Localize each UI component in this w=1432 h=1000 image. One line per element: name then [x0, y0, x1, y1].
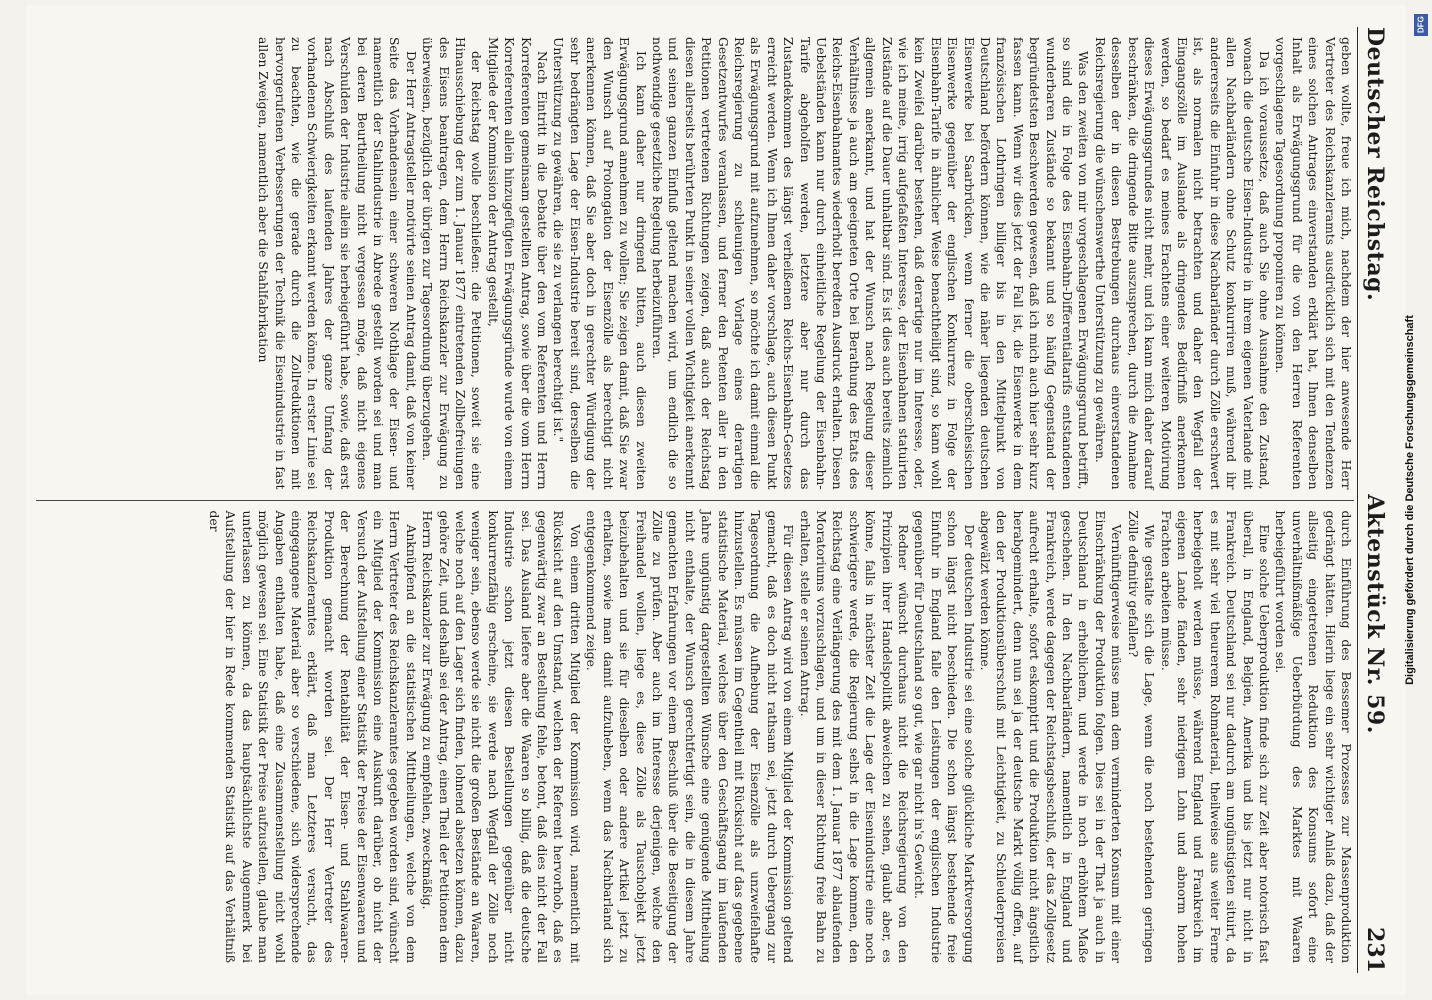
left-column — [36, 27, 1354, 500]
paragraph: der Reichstag wolle beschließen: die Petitionen, soweit sie eine Hinausschiebung der zum 1. Januar 1877 eintretenden Zollbefreiungen des Eisens beantragen, dem Herrn Reichskanzler zur Erwägung zu überweisen, bezüglich der übrigen zur Tagesordnung überzugehen. — [420, 37, 484, 490]
right-column — [36, 500, 1354, 974]
paragraph: Der Herr Antragsteller motivirte seinen Antrag damit, daß von keiner Seite das Vorhandensein einer schweren Nothlage der Eisen- und namentlich der Stahlindustrie in Abrede gestellt worden sei und man bei deren Beurtheilung nicht vergessen möge, daß nicht eigenes Verschulden der Industrie allein sie herbeigeführt habe, sowie, daß erst nach Abschluß des laufenden Jahres der ganze Umfang der vorhandenen Schwierigkeiten erkannt werden könne. In erster Linie sei zu beachten, wie die gerade durch die Zollreduktionen mit hervorgerufenen Verbesserungen der Technik die Eisenindustrie in fast allen Zweigen, namentlich aber die Stahlfabrikation — [256, 37, 418, 490]
paragraph: Der deutschen Industrie sei eine solche glückliche Marktversorgung schon längst nicht beschieden. Die schon längst bestehende freie Einfuhr in England falle den Leistungen der englischen Industrie gegenüber für Deutschland so gut, wie gar nicht in's Gewicht. — [912, 510, 976, 963]
paragraph: durch Einführung des Bessemer Prozesses zur Massenproduktion gedrängt hätten. Hierin liege ein sehr wichtiger Anlaß dazu, daß der allseitig eingetretenen Reduktion des Konsums sofort eine unverhältnißmäßige Ueberbürdung des Marktes mit Waaren herbeigeführt worden sei. — [1273, 510, 1353, 963]
paragraph: Eine solche Ueberproduktion finde sich zur Zeit aber notorisch fast überall, in England, Belgien, Amerika und bis jetzt nur nicht in Frankreich. Deutschland sei nur dadurch am ungünstigsten situirt, da es mit sehr viel theurerem Rohmaterial, theilweise aus weiter Ferne herbeigeholt werden müsse, während England und Frankreich im eigenen Lande fänden, sehr niedrigem Lohn und abnorm hohen Frachten arbeiten müsse. — [1158, 510, 1271, 963]
document-number: Aktenstück Nr. 59. — [1362, 494, 1388, 734]
digitization-credit: Digitalisierung gefördert durch die Deutsche Forschungsgemeinschaft — [1404, 315, 1416, 685]
paragraph: Ich kann daher nur dringend bitten, auch diesen zweiten Erwägungsgrund annehmen zu wollen; Sie zeigen damit, daß Sie zwar den Wunsch auf Prolongation der Eisenzölle als berechtigt nicht anerkennen können, daß Sie aber doch in gerechter Würdigung der sehr bedrängten Lage der Eisen-Industrie bereit sind, derselben die Unterstützung zu gewähren, die sie zu verlangen berechtigt ist." — [551, 37, 648, 490]
page-header — [1357, 27, 1392, 973]
paragraph: Von einem dritten Mitglied der Kommission wird, namentlich mit Rücksicht auf den Umstand, welchen der Referent hervorhob, daß es gegenwärtig zwar an Bestellung fehle, betont, daß dies nicht der Fall sei. Das Ausland liefere aber die Waaren so billig, daß die deutsche Industrie schon jetzt diesen Bestellungen gegenüber nicht konkurrenzfähig erscheine, sie werde nach Wegfall der Zölle noch weniger sein, ebenso werde sie nicht die großen Bestände an Waaren, welche noch auf den Lager sich finden, lohnend absetzen können, dazu gehöre Zeit, und deshalb sei der Antrag, einen Theil der Petitionen dem Herrn Reichskanzler zur Erwägung zu empfehlen, zweckmäßig. — [420, 510, 582, 963]
document-page — [26, 5, 1406, 995]
paragraph: Redner wünscht durchaus nicht die Reichsregierung von den Prinzipien ihrer Handelspolitik abweichen zu sehen, glaubt aber, es könne, falls in nächster Zeit die Lage der Eisenindustrie eine noch schwierigere werde, die Regierung selbst in die Lage kommen, den Reichstag eine Verlängerung des mit dem 1. Januar 1877 ablaufenden Moratoriums vorzuschlagen, und um in dieser Richtung freie Bahn zu erhalten, stelle er seinen Antrag. — [797, 510, 911, 963]
paragraph: Was den zweiten von mir vorgeschlagenen Erwägungsgrund betrifft, so sind die in Folge des Eisenbahn-Differentialtarifs entstandenen wunderbaren Zustände so bekannt und so häufig Gegenstand der begründetsten Beschwerden gewesen, daß ich mich auch hier sehr kurz fassen kann. Wenn wir dies jetzt der Fall ist, die Eisenwerke in dem französischen Lothringen billiger bis in den Mittelpunkt von Deutschland befördern können, wie die näher liegenden deutschen Eisenwerke bei Saarbrücken, wenn ferner die oberschlesischen Eisenwerke gegenüber der englischen Konkurrenz in Folge der Eisenbahn-Tarife in ähnlicher Weise benachtheiligt sind, so kann wohl kein Zweifel darüber bestehen, daß derartige nur im Interesse, oder, wie ich meine, irrig aufgefaßten Interesse, der Eisenbahnen statuirten Zustände auf die Dauer unhaltbar sind. Es ist dies auch bereits ziemlich allgemein anerkannt, und hat der Wunsch nach Regelung dieser Verhältnisse ja auch am geeigneten Orte bei Berathung des Etats des Reichs-Eisenbahnamtes wiederholt beredten Ausdruck erhalten. Diesen Uebelständen kann nur durch einheitliche Regelung der Eisenbahn-Tarife abgeholfen werden, letztere aber nur durch das Zustandekommen des längst verheißenen Reichs-Eisenbahn-Gesetzes erreicht werden. Wenn ich Ihnen daher vorschlage, auch diesen Punkt als Erwägungsgrund mit aufzunehmen, so möchte ich damit einmal die Reichsregierung zu schleunigen Vorlage eines derartigen Gesetzentwurfes veranlassen, und ferner den Petenten aller in den Petitionen vertretenen Richtungen zeigen, daß auch der Reichstag diesen allerseits berührten Punkt in seiner vollen Wichtigkeit anerkennt und seinen ganzen Einfluß geltend machen wird, um endlich die so nothwendige gesetzliche Regelung herbeizuführen. — [649, 37, 1091, 490]
text-columns — [36, 27, 1354, 973]
paragraph: Wie gestalte sich die Lage, wenn die noch bestehenden geringen Zölle definitiv gefallen? — [1125, 510, 1157, 963]
dfg-logo-icon: DFG — [1414, 14, 1428, 36]
paragraph: Nach Eintritt in die Debatte über den vom Referenten und Herrn Korreferenten gemeinsam gestellten Antrag, sowie über die vom Herrn Korreferenten allein hinzugefügten Erwägungsgründe wurde von einem Mitgliede der Kommission der Antrag gestellt, — [485, 37, 550, 490]
paragraph: Da ich voraussetze, daß auch Sie ohne Ausnahme den Zustand, wonach die deutsche Eisen-Industrie in ihrem eigenen Vaterlande mit allen Nachbarländern ohne Schutz konkurriren muß, während ihr andererseits die Einfuhr in diese Nachbarländer durch Zölle erschwert ist, als normalen nicht betrachten und daher den Wegfall der Eingangszölle im Auslande als dringendes Bedürfniß anerkennen werden, so bedarf es meines Erachtens einer weiteren Motivirung dieses Erwägungsgrundes nicht mehr, und ich kann mich daher darauf beschränken, die dringende Bitte auszusprechen, durch die Annahme desselben der in diesen Bestrebungen durchaus einverstandenen Reichsregierung die wünschenswerthe Unterstützung zu gewähren. — [1092, 37, 1271, 490]
page-number: 231 — [1362, 927, 1388, 973]
paragraph: Für diesen Antrag wird von einem Mitglied der Kommission geltend gemacht, daß es doch nicht rathsam sei, jetzt durch Uebergang zur Tagesordnung die Aufhebung der Eisenzölle als unzweifelhafte hinzustellen. Es müssen im Gegentheil mit Rücksicht auf das gegebene statistische Material, welches über den Geschäftsgang im laufenden Jahre ungünstig dargestellten Wünsche eine genügende Mittheilung nicht enthalte, der Wunsch gerechtfertigt sein, die in diesem Jahre gemachten Erfahrungen vor einem Beschluß über die Beseitigung der Zölle zu prüfen. Aber auch im Interesse derjenigen, welche den Freihandel wollen, liege es, diese Zölle als Tauschobjekt jetzt beizubehalten und sie für dieselben oder andere Artikel jetzt zu erhalten, sowie man damit aufzuheben, wenn das Nachbarland sich entgegenkommend zeige. — [584, 510, 796, 963]
running-title: Deutscher Reichstag. — [1362, 27, 1388, 302]
paragraph: geben wollte, freue ich mich, nachdem der hier anwesende Herr Vertreter des Reichskanzleramts ausdrücklich sich mit den Tendenzen eines solchen Antrages einverstanden erklärt hat, Ihnen denselben Inhalt als Erwägungsgrund für die von den Herren Referenten vorgeschlagene Tagesordnung proponiren zu können. — [1273, 37, 1353, 490]
paragraph: Vernünftigerweise müsse man dem verminderten Konsum mit einer Einschränkung der Produktion folgen. Dies sei in der That ja auch in Deutschland in erheblichem, und werde in noch erhöhtem Maße geschehen. In den Nachbarländern, namentlich in England und Frankreich, werde dagegen der Reichstagsbeschluß, der das Zollgesetz aufrecht erhalte, sofort eskomptirt und die Produktion nicht ängstlich herabgemindert, denn nun sei ja der deutsche Markt völlig offen, auf den der Produktionsüberschuß mit Leichtigkeit, zu Schleuderpreisen abgewälzt werden könne. — [978, 510, 1124, 963]
paragraph: Anknüpfend an die statistischen Mittheilungen, welche von dem Herrn Vertreter des Reichskanzleramtes gegeben worden sind, wünscht ein Mitglied der Kommission eine Auskunft darüber, ob nicht der Versuch der Aufstellung einer Statistik der Preise der Eisenwaaren und der Berechnung der Rentabilität der Eisen- und Stahlwaaren-Produktion gemacht worden sei. Der Herr Vertreter des Reichskanzleramtes erklärt, daß man Letzteres versucht, das eingegangene Material aber so verschiedene, sich widersprechende Angaben enthalten habe, daß eine Zusammenstellung nicht wohl möglich gewesen sei. Eine Statistik der Preise aufzustellen, glaube man unterlassen zu können, da das hauptsächlichste Augenmerk bei Aufstellung der hier in Rede kommenden Statistik auf das Verhältniß der — [206, 510, 418, 963]
